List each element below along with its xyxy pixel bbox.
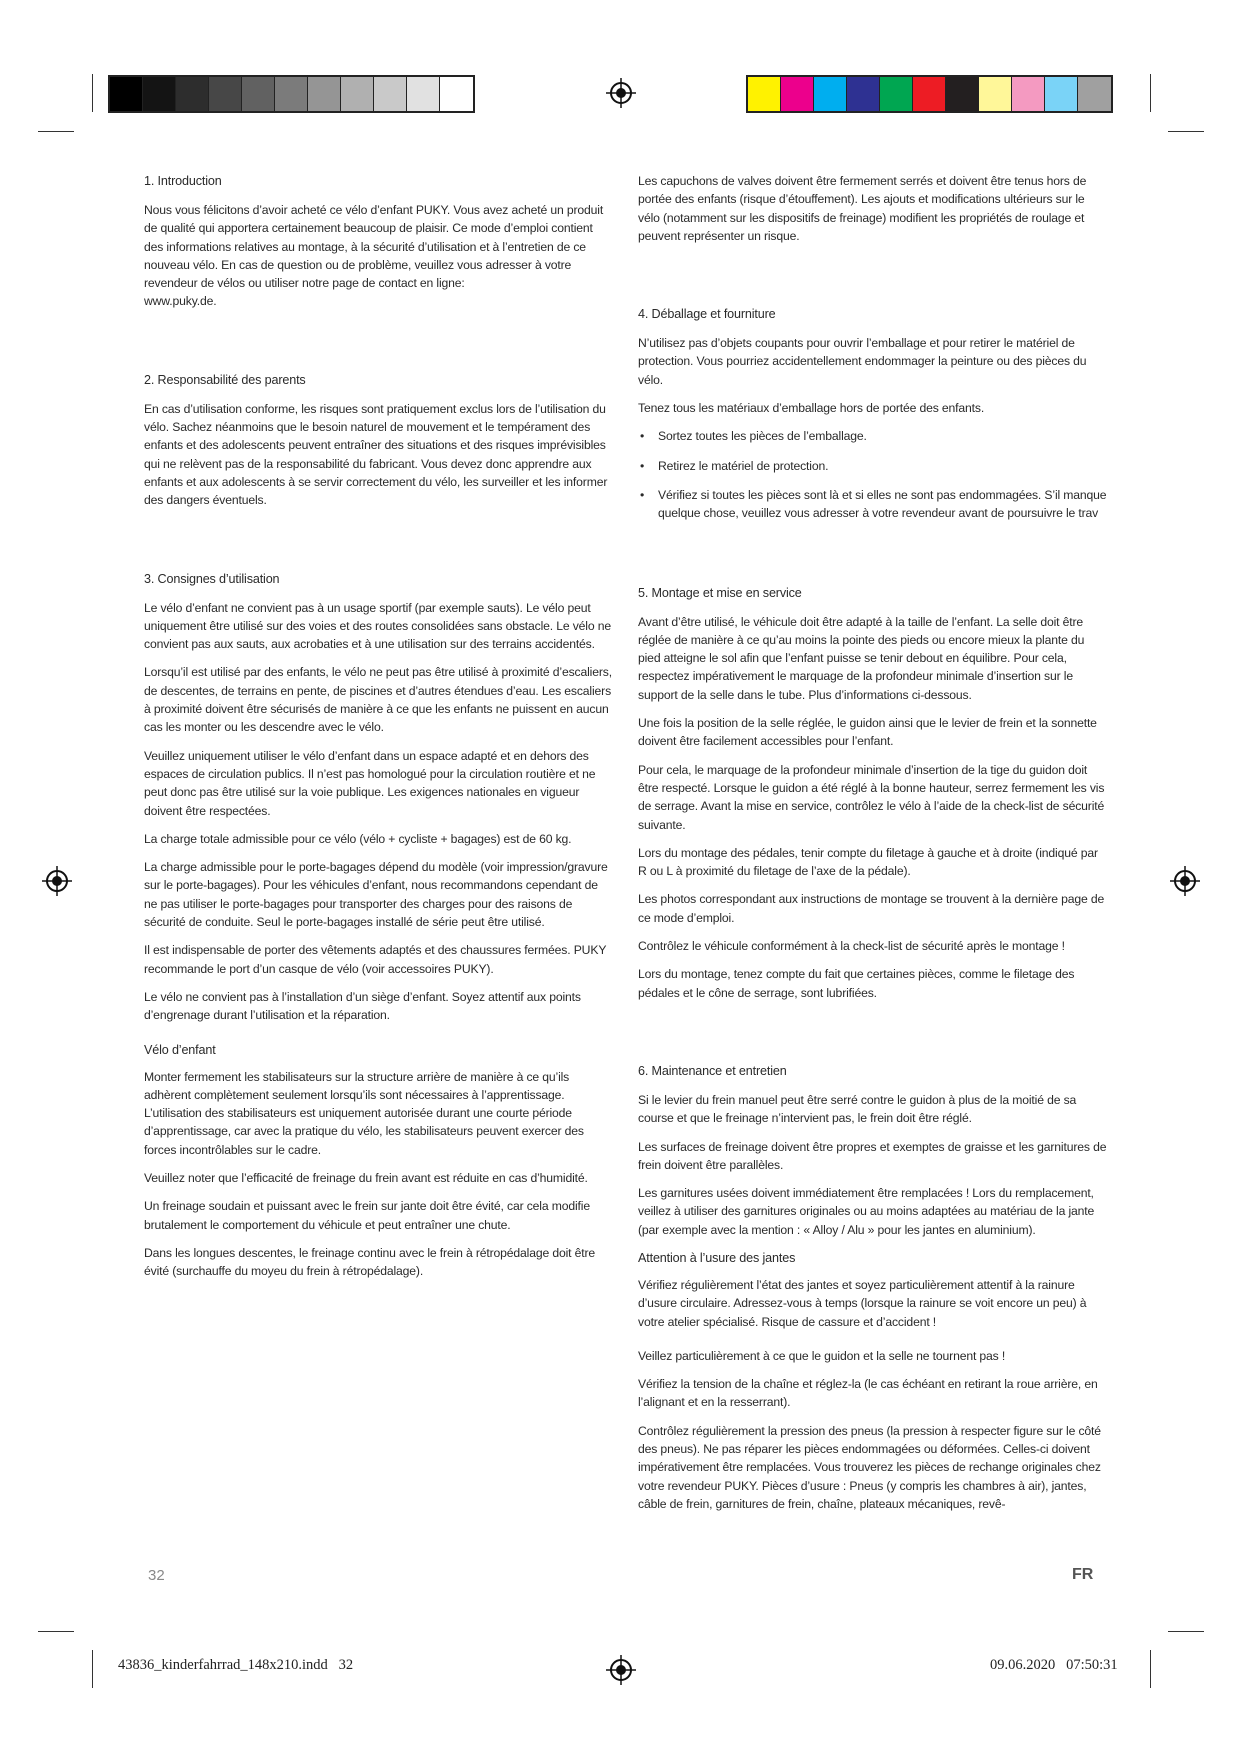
paragraph: Lors du montage, tenez compte du fait que certaines pièces, comme le filetage des pédales et le cône de serrage, sont lubrifiées.: [638, 967, 1075, 1000]
color-swatch: [1078, 77, 1111, 111]
paragraph: Contrôlez le véhicule conformément à la check-list de sécurité après le montage !: [638, 939, 1065, 954]
color-swatch: [880, 77, 913, 111]
crop-mark-bottom-right: [1168, 1631, 1204, 1632]
paragraph: N’utilisez pas d’objets coupants pour ouvrir l’emballage et pour retirer le matériel de protection. Vous pourriez accidentellement endommager la peinture ou des pièces du vélo.: [638, 336, 1087, 387]
color-swatch: [946, 77, 979, 111]
gray-swatch: [176, 77, 209, 111]
section-title-assembly: 5. Montage et mise en service: [638, 585, 802, 600]
subsection-title-rim-wear: Attention à l’usure des jantes: [638, 1250, 796, 1265]
crop-mark-top-right: [1168, 131, 1204, 132]
paragraph: [144, 201, 614, 311]
color-swatch: [1012, 77, 1045, 111]
crop-mark-bottom-right-vertical: [1150, 1650, 1151, 1688]
paragraph: Une fois la position de la selle réglée, le guidon ainsi que le levier de frein et la sonnette doivent être facilement accessibles pour l’enfant.: [638, 716, 1097, 749]
paragraph: Lors du montage des pédales, tenir compte du filetage à gauche et à droite (indiqué par R ou L à proximité du filetage de l’axe de la pédale).: [638, 845, 1098, 879]
registration-mark-right-icon: [1170, 866, 1200, 896]
list-item: • Retirez le matériel de protection.: [638, 457, 1108, 475]
paragraph: Les garnitures usées doivent immédiatement être remplacées ! Lors du remplacement, veillez à utiliser des garnitures originales ou au moins adaptées au matériau de la jante (par exemple avec la mention : « Alloy / Alu » pour les jantes en aluminium).: [638, 1186, 1095, 1237]
website-link[interactable]: www.puky.de.: [144, 294, 217, 309]
paragraph: Vérifiez la tension de la chaîne et réglez-la (le cas échéant en retirant la roue arrière, en l’alignant et en la resserrant).: [638, 1377, 1098, 1410]
paragraph-text: Nous vous félicitons d’avoir acheté ce vélo d’enfant PUKY. Vous avez acheté un produit de qualité qui apportera certainement beaucoup de plaisir. Ce mode d’emploi contient des informations relatives au montage, à la sécurité d’utilisation et à l’entretien de ce nouveau vélo. En cas de question ou de problème, veuillez vous adresser à votre revendeur de vélos ou utiliser notre page de contact en ligne:: [144, 203, 604, 291]
gray-swatch: [407, 77, 440, 111]
paragraph: Contrôlez régulièrement la pression des pneus (la pression à respecter figure sur le côté des pneus). Ne pas réparer les pièces endommagées ou déformées. Celles-ci doivent impérativement être remplacées. Vous trouverez les pièces de rechange originales chez votre revendeur PUKY. Pièces d’usure : Pneus (y compris les chambres à air), jantes, câble de frein, garnitures de frein, chaîne, plateaux mécaniques, revê-: [638, 1423, 1101, 1511]
gray-swatch: [374, 77, 407, 111]
color-swatch: [1045, 77, 1078, 111]
list-item: • Sortez toutes les pièces de l’emballage.: [638, 427, 1108, 445]
paragraph: La charge totale admissible pour ce vélo (vélo + cycliste + bagages) est de 60 kg.: [144, 831, 572, 846]
language-label: FR: [1072, 1566, 1094, 1583]
paragraph: Le vélo d’enfant ne convient pas à un usage sportif (par exemple sauts). Le vélo peut uniquement être utilisé sur des voies et des routes consolidées sans obstacle. Le vélo ne convient pas aux sauts, aux acrobaties et à une utilisation sur des terrains accidentés.: [144, 600, 611, 652]
crop-mark-top-right-vertical: [1150, 74, 1151, 112]
gray-swatch: [308, 77, 341, 111]
section-title-unpacking: 4. Déballage et fourniture: [638, 307, 776, 322]
slug-filename: 43836_kinderfahrrad_148x210.indd 32: [118, 1657, 354, 1673]
paragraph: Monter fermement les stabilisateurs sur la structure arrière de manière à ce qu’ils adhèrent complètement seulement lorsqu’ils sont nécessaires à l’apprentissage. L’utilisation des stabilisateurs est uniquement autorisée durant une courte période d’apprentissage, car avec la pratique du vélo, les stabilisateurs peuvent exercer des forces incontrôlables sur le cadre.: [144, 1069, 584, 1157]
registration-mark-left-icon: [42, 866, 72, 896]
gray-swatch: [242, 77, 275, 111]
crop-mark-bottom-left-vertical: [92, 1650, 93, 1688]
section-title-introduction: 1. Introduction: [144, 174, 222, 188]
registration-mark-bottom-icon: [606, 1655, 636, 1685]
gray-swatch: [275, 77, 308, 111]
paragraph: Le vélo ne convient pas à l’installation d’un siège d’enfant. Soyez attentif aux points d’engrenage durant l’utilisation et la réparation.: [144, 989, 581, 1023]
paragraph: Si le levier du frein manuel peut être serré contre le guidon à plus de la moitié de sa course et que le freinage n’intervient pas, le frein doit être réglé.: [638, 1092, 1077, 1126]
list-item: • Vérifiez si toutes les pièces sont là et si elles ne sont pas endommagées. S’il manque quelque chose, veuillez vous adresser à votre revendeur avant de poursuivre le trav: [638, 486, 1108, 523]
paragraph: Avant d’être utilisé, le véhicule doit être adapté à la taille de l’enfant. La selle doit être réglée de manière à ce qu’au moins la pointe des pieds ou encore mieux la plante du pied atteigne le sol afin que l’enfant puisse se tenir debout en équilibre. Pour cela, respectez impérativement le marquage de la profondeur minimale d’insertion sur le support de la selle dans le tube. Plus d’informations ci-dessous.: [638, 614, 1085, 702]
paragraph: Veillez particulièrement à ce que le guidon et la selle ne tournent pas !: [638, 1348, 1006, 1363]
color-swatch: [781, 77, 814, 111]
grayscale-calibration-bar: [108, 75, 475, 113]
color-swatch: [847, 77, 880, 111]
left-column: [144, 172, 614, 1290]
paragraph: Pour cela, le marquage de la profondeur minimale d’insertion de la tige du guidon doit être respecté. Lorsque le guidon a été réglé à la bonne hauteur, serrez fermement les vis de serrage. Avant la mise en service, contrôlez le vélo à l’aide de la check-list de sécurité suivante.: [638, 762, 1105, 832]
paragraph: Les surfaces de freinage doivent être propres et exemptes de graisse et les garnitures de frein doivent être parallèles.: [638, 1139, 1107, 1172]
crop-mark-top-left: [38, 131, 74, 132]
paragraph: Les capuchons de valves doivent être fermement serrés et doivent être tenus hors de portée des enfants (risque d’étouffement). Les ajouts et modifications ultérieurs sur le vélo (notamment sur les dispositifs de freinage) modifient les propriétés de roulage et peuvent représenter un risque.: [638, 174, 1087, 243]
gray-swatch: [209, 77, 242, 111]
paragraph: Vérifiez régulièrement l’état des jantes et soyez particulièrement attentif à la rainure d’usure circulaire. Adressez-vous à temps (lorsque la rainure se voit encore un peu) à votre atelier spécialisé. Risque de cassure et d’accident !: [638, 1277, 1087, 1329]
paragraph: La charge admissible pour le porte-bagages dépend du modèle (voir impression/gravure sur le porte-bagages). Pour les véhicules d’enfant, nous recommandons cependant de ne pas utiliser le porte-bagages pour transporter des charges pour des raisons de sécurité de conduite. Seul le porte-bagages installé de série peut être utilisé.: [144, 860, 608, 930]
paragraph: Les photos correspondant aux instructions de montage se trouvent à la dernière page de ce mode d’emploi.: [638, 892, 1105, 925]
gray-swatch: [440, 77, 473, 111]
section-title-maintenance: 6. Maintenance et entretien: [638, 1063, 787, 1078]
section-title-usage: 3. Consignes d’utilisation: [144, 571, 280, 586]
paragraph: Il est indispensable de porter des vêtements adaptés et des chaussures fermées. PUKY recommande le port d’un casque de vélo (voir accessoires PUKY).: [144, 943, 607, 976]
color-swatch: [979, 77, 1012, 111]
paragraph: Veuillez noter que l’efficacité de freinage du frein avant est réduite en cas d’humidité.: [144, 1170, 588, 1185]
crop-mark-bottom-left: [38, 1631, 74, 1632]
color-swatch: [748, 77, 781, 111]
page-number: 32: [148, 1567, 165, 1584]
paragraph: Lorsqu’il est utilisé par des enfants, le vélo ne peut pas être utilisé à proximité d’escaliers, de descentes, de terrains en pente, de piscines et d’autres étendues d’eau. Les escaliers à proximité doivent être sécurisés de manière à ce que les enfants ne puissent en aucun cas les monter ou les descendre avec le vélo.: [144, 665, 612, 735]
slug-datetime: 09.06.2020 07:50:31: [990, 1657, 1118, 1673]
color-swatch: [913, 77, 946, 111]
paragraph: Un freinage soudain et puissant avec le frein sur jante doit être évité, car cela modifie brutalement le comportement du véhicule et peut entraîner une chute.: [144, 1199, 590, 1232]
color-calibration-bar: [746, 75, 1113, 113]
subsection-title-child-bike: Vélo d’enfant: [144, 1042, 216, 1057]
paragraph: En cas d’utilisation conforme, les risques sont pratiquement exclus lors de l’utilisation du vélo. Sachez néanmoins que le besoin naturel de mouvement et le tempérament des enfants et des adolescents peuvent entraîner des situations et des risques imprévisibles qui ne relèvent pas de la responsabilité du fabricant. Vous devez donc apprendre aux enfants et aux adolescents à se servir correctement du vélo, les surveiller et les informer des dangers éventuels.: [144, 401, 608, 508]
right-column: [638, 172, 1108, 1523]
unpacking-checklist: [638, 427, 1108, 522]
gray-swatch: [143, 77, 176, 111]
crop-mark-top-left-vertical: [92, 74, 93, 112]
gray-swatch: [110, 77, 143, 111]
paragraph: Veuillez uniquement utiliser le vélo d’enfant dans un espace adapté et en dehors des espaces de circulation publics. Il n’est pas homologué pour la circulation routière et ne peut donc pas être utilisé sur la voie publique. Les exigences nationales en vigueur doivent être respectées.: [144, 748, 596, 818]
section-title-parents: 2. Responsabilité des parents: [144, 372, 306, 387]
gray-swatch: [341, 77, 374, 111]
paragraph: Tenez tous les matériaux d’emballage hors de portée des enfants.: [638, 401, 985, 416]
paragraph: Dans les longues descentes, le freinage continu avec le frein à rétropédalage doit être évité (surchauffe du moyeu du frein à rétropédalage).: [144, 1245, 596, 1279]
registration-mark-top-icon: [606, 78, 636, 108]
color-swatch: [814, 77, 847, 111]
